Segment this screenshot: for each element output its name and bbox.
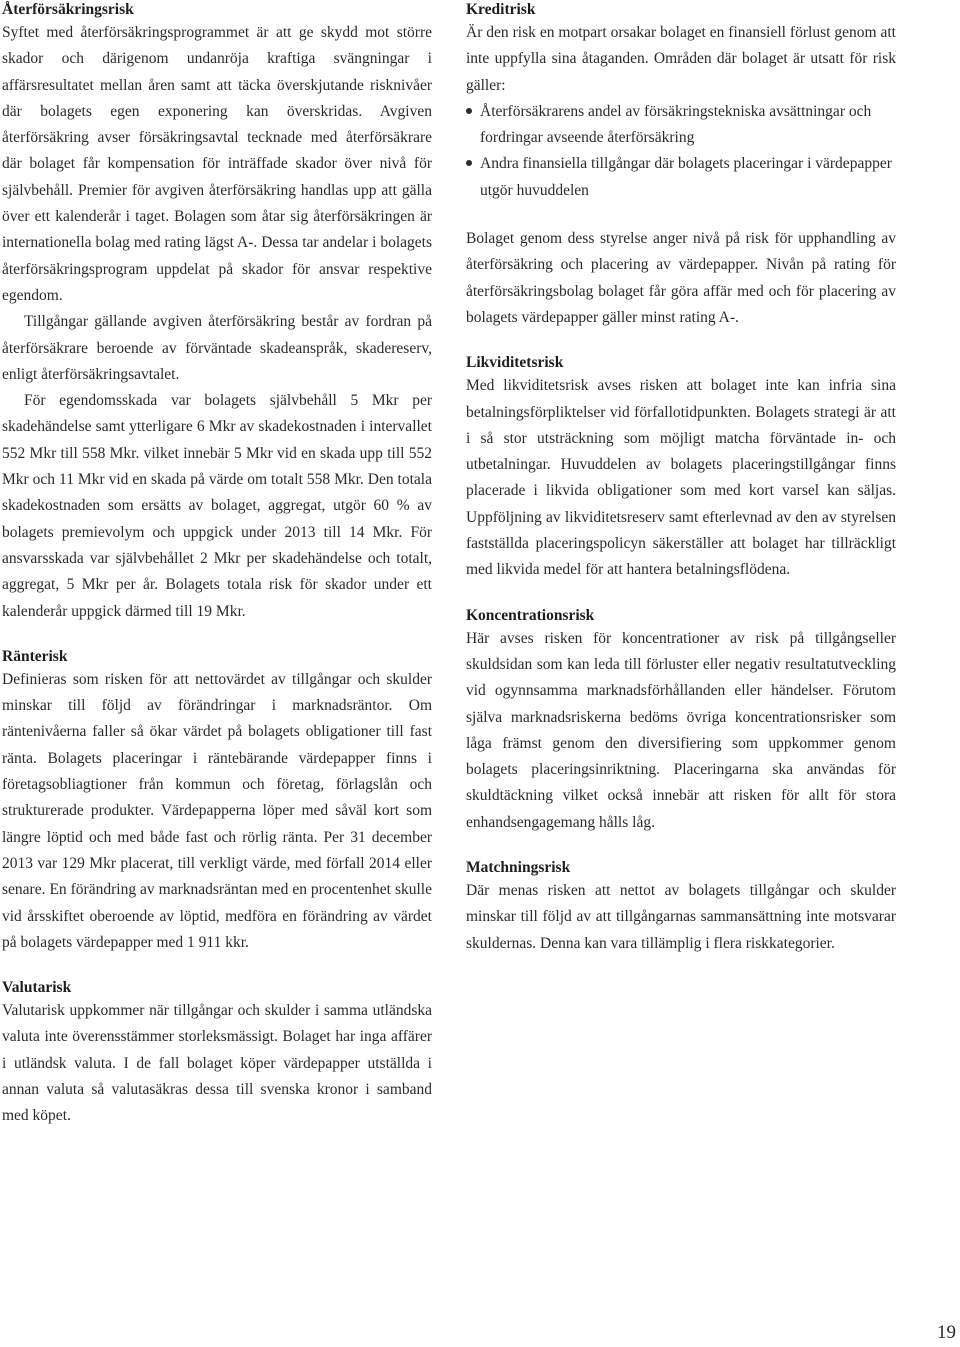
paragraph: Tillgångar gällande avgiven återförsäkring består av fordran på återförsäkrare beroende av förväntade skadeanspråk, skadereserv, enligt återförsäkringsavtalet. <box>2 313 432 383</box>
paragraph: Med likviditetsrisk avses risken att bolaget inte kan infria sina betalningsförpliktelser vid förfallotidpunkten. Bolagets strategi är att i så stor utsträckning som möjligt matcha förväntade in- och utbetalningar. Huvuddelen av bolagets placeringstillgångar finns placerade i likvida obligationer som med kort varsel kan säljas. Uppföljning av likviditetsreserv samt efterlevnad av den av styrelsen fastställda placeringspolicyn säkerställer att bolaget har tillräckligt med likvida medel för att hantera betalningsflödena. <box>466 377 896 579</box>
paragraph: Bolaget genom dess styrelse anger nivå på risk för upphandling av återförsäkring och placering av värdepapper. Nivån på rating för återförsäkringsbolag bolaget får göra affär med och för placering av bolagets värdepapper gäller minst rating A-. <box>466 230 896 326</box>
section-currency-risk <box>2 978 432 1129</box>
paragraph: För egendomsskada var bolagets självbehåll 5 Mkr per skadehändelse samt ytterligare 6 Mkr av skadekostnaden i intervallet 552 Mkr till 558 Mkr. vilket innebär 5 Mkr vid en skada upp till 552 Mkr och 11 Mkr vid en skada på värde om totalt 558 Mkr. Den totala skadekostnaden som ersätts av bolaget, aggregat, utgör 60 % av bolagets premievolym och uppgick under 2013 till 14 Mkr. För ansvarsskada var självbehållet 2 Mkr per skadehändelse och totalt, aggregat, 5 Mkr per år. Bolagets totala risk för skador under ett kalenderår uppgick därmed till 19 Mkr. <box>2 392 432 620</box>
heading-matching-risk: Matchningsrisk <box>466 859 571 877</box>
paragraph: Är den risk en motpart orsakar bolaget en finansiell förlust genom att inte uppfylla sina åtaganden. Områden där bolaget är utsatt för risk gäller: <box>466 24 896 94</box>
bullet-icon <box>466 108 472 114</box>
paragraph: Där menas risken att nettot av bolagets tillgångar och skulder minskar till följd av att tillgångarnas sammansättning inte motsvarar skuldernas. Denna kan vara tillämplig i flera riskkategorier. <box>466 882 896 952</box>
page-number: 19 <box>937 1322 956 1343</box>
section-matching-risk <box>466 858 896 957</box>
bullet-icon <box>466 160 472 166</box>
heading-currency-risk: Valutarisk <box>2 979 72 997</box>
section-interest-rate-risk <box>2 647 432 956</box>
paragraph: Valutarisk uppkommer när tillgångar och skulder i samma utländska valuta inte överensstämmer storleksmässigt. Bolaget har inga affärer i utländsk valuta. I de fall bolaget köper värdepapper utställda i annan valuta så valutasäkras dessa till svenska kronor i samband med köpet. <box>2 1002 432 1125</box>
left-column <box>2 0 432 1130</box>
paragraph: Syftet med återförsäkringsprogrammet är att ge skydd mot större skador och därigenom undanröja kraftiga svängningar i affärsresultatet mellan åren samt att täcka överskjutande risknivåer där bolagets egen exponering kan överskridas. Avgiven återförsäkring avser försäkringsavtal tecknade med återförsäkrare där bolaget får kompensation för inträffade skador över nivå för självbehåll. Premier för avgiven återförsäkring handlas upp att gälla över ett kalenderår i taget. Bolagen som åtar sig återförsäkringen är internationella bolag med rating lägst A-. Dessa tar andelar i bolagets återförsäkringsprogram uppdelat på skador för ansvar respektive egendom. <box>2 24 432 304</box>
heading-interest-rate-risk: Ränterisk <box>2 647 68 665</box>
section-concentration-risk <box>466 606 896 836</box>
section-liquidity-risk <box>466 353 896 583</box>
list-item <box>466 151 896 204</box>
heading-credit-risk: Kreditrisk <box>466 1 536 18</box>
section-reinsurance-risk <box>2 0 432 625</box>
section-credit-risk <box>466 0 896 331</box>
list-item <box>466 99 896 152</box>
right-column <box>466 0 896 957</box>
heading-concentration-risk: Koncentrationsrisk <box>466 606 595 624</box>
heading-liquidity-risk: Likviditetsrisk <box>466 354 564 372</box>
paragraph: Här avses risken för koncentrationer av risk på tillgångseller skuldsidan som kan leda till förluster eller negativ resultatutveckling vid ogynnsamma marknadsförhållanden eller händelser. Förutom själva marknadsriskerna bedöms övriga koncentrationsrisker som låga främst genom den diversifiering som uppkommer genom bolagets placeringsinriktning. Placeringarna ska användas för skuldtäckning vilket också innebär att risken för allt för stora enhandsengagemang hålls låg. <box>466 629 896 831</box>
bullet-list <box>466 99 896 204</box>
list-item-text: Andra finansiella tillgångar där bolagets placeringar i värdepapper utgör huvuddelen <box>480 155 892 199</box>
paragraph: Definieras som risken för att nettovärdet av tillgångar och skulder minskar till följd av förändringar i marknadsräntor. Om räntenivåerna faller så ökar värdet på bolagets obligationer till fast ränta. Bolagets placeringar i räntebärande värdepapper finns i företagsobliagtioner från kommun och företag, förlagslån och strukturerade produkter. Värdepapperna löper med såväl kort som längre löptid och med både fast och rörlig ränta. Per 31 december 2013 var 129 Mkr placerat, till verkligt värde, med förfall 2014 eller senare. En förändring av marknadsräntan med en procentenhet skulle vid årsskiftet oberoende av löptid, medföra en förändring av värdet på bolagets värdepapper med 1 911 kkr. <box>2 670 432 951</box>
list-item-text: Återförsäkrarens andel av försäkringstekniska avsättningar och fordringar avseende återförsäkring <box>480 102 872 147</box>
heading-reinsurance-risk: Återförsäkringsrisk <box>2 1 134 18</box>
